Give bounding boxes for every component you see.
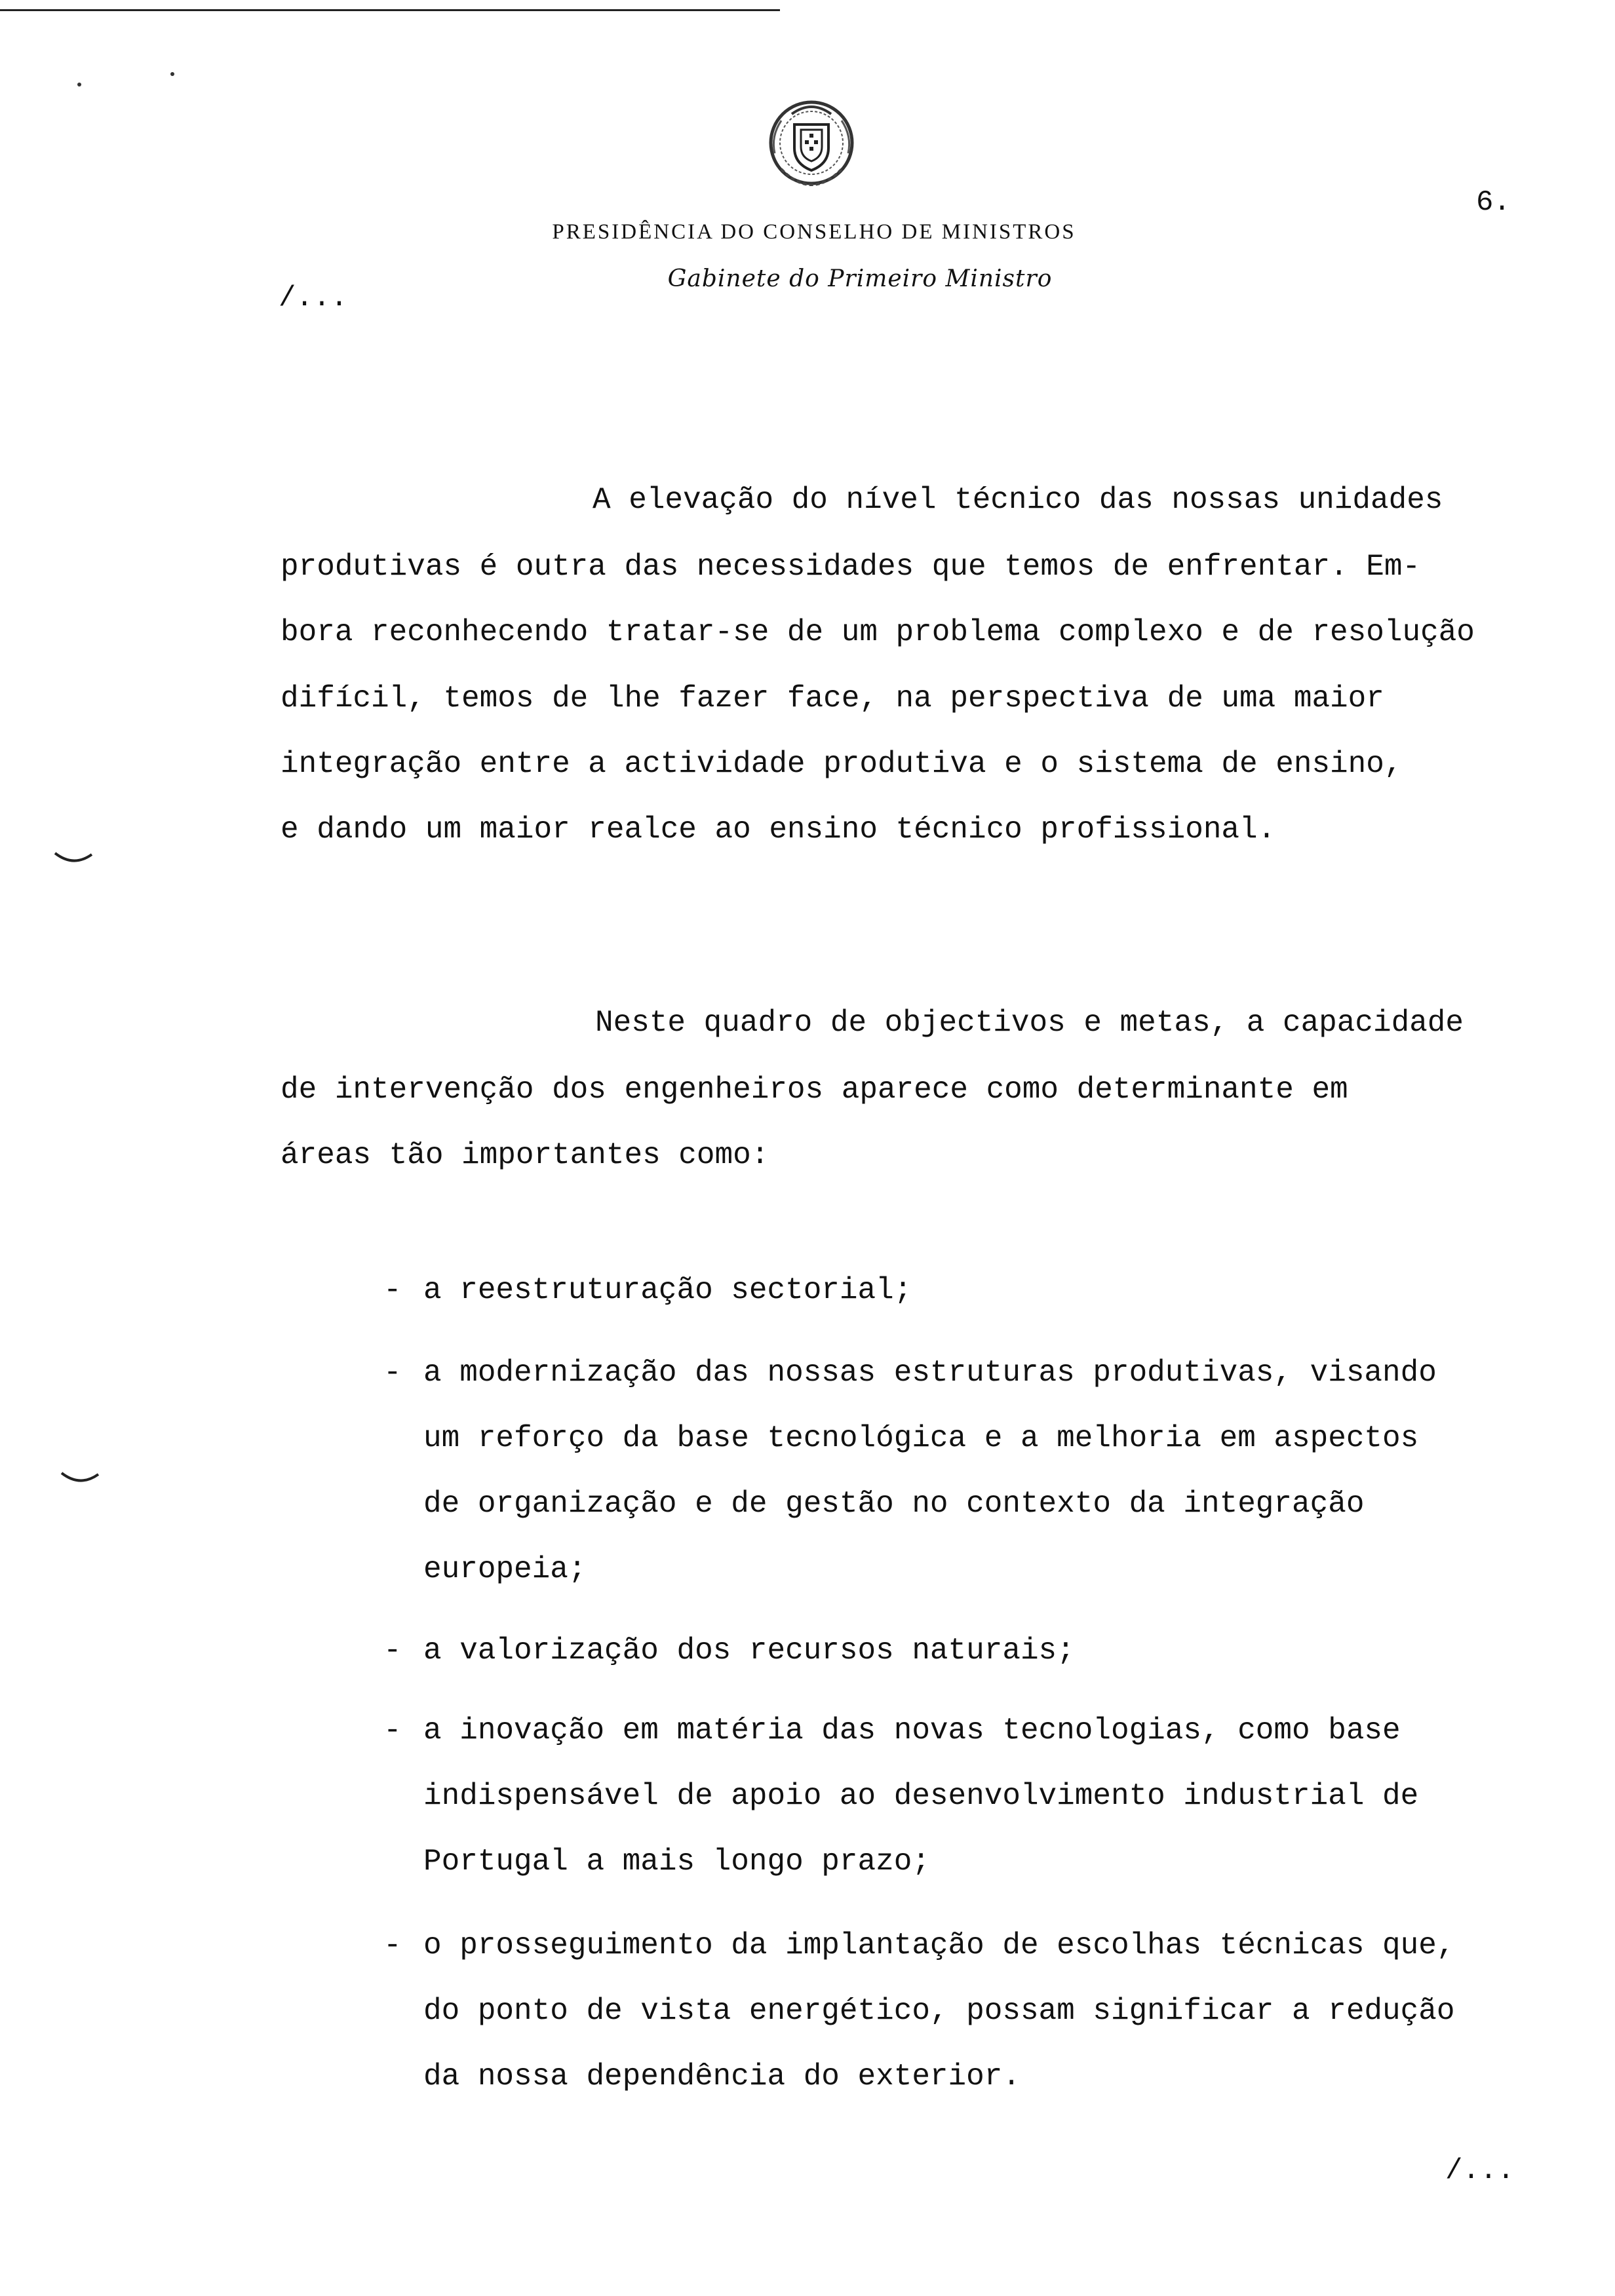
list-item-line: europeia;: [423, 1552, 587, 1586]
list-item-bullet: -: [383, 1713, 402, 1748]
page-number: 6.: [1476, 186, 1511, 219]
list-item-line: um reforço da base tecnológica e a melhoria em aspectos: [423, 1421, 1419, 1455]
list-item-bullet: -: [383, 1273, 402, 1307]
list-item-bullet: -: [383, 1356, 402, 1390]
paragraph-1-line: integração entre a actividade produtiva e o sistema de ensino,: [281, 747, 1403, 781]
list-item-line: a valorização dos recursos naturais;: [423, 1634, 1075, 1668]
list-item-line: de organização e de gestão no contexto da integração: [423, 1487, 1365, 1521]
coat-of-arms-emblem-icon: [755, 90, 868, 203]
paragraph-1-line: bora reconhecendo tratar-se de um problema complexo e de resolução: [281, 615, 1475, 649]
binding-hole-mark: [54, 851, 93, 865]
list-item-line: do ponto de vista energético, possam significar a redução: [423, 1994, 1455, 2028]
binding-hole-mark: [60, 1470, 100, 1485]
paragraph-1-line: difícil, temos de lhe fazer face, na perspectiva de uma maior: [281, 681, 1384, 716]
continuation-mark-top: /...: [279, 282, 348, 315]
paragraph-2-line: Neste quadro de objectivos e metas, a capacidade: [595, 1006, 1464, 1040]
top-edge-rule: [0, 9, 780, 11]
list-item-line: indispensável de apoio ao desenvolvimento industrial de: [423, 1779, 1419, 1813]
list-item-bullet: -: [383, 1928, 402, 1962]
list-item-line: a inovação em matéria das novas tecnologias, como base: [423, 1713, 1401, 1748]
paragraph-2-line: áreas tão importantes como:: [281, 1138, 769, 1172]
paragraph-1-line: A elevação do nível técnico das nossas unidades: [593, 483, 1443, 517]
list-item-line: da nossa dependência do exterior.: [423, 2059, 1021, 2094]
scan-speck: [77, 83, 81, 86]
list-item-line: a reestruturação sectorial;: [423, 1273, 912, 1307]
list-item-line: Portugal a mais longo prazo;: [423, 1845, 930, 1879]
paragraph-1-line: e dando um maior realce ao ensino técnico profissional.: [281, 813, 1276, 847]
office-title: PRESIDÊNCIA DO CONSELHO DE MINISTROS: [552, 220, 1076, 244]
office-subtitle: Gabinete do Primeiro Ministro: [667, 265, 1053, 292]
paragraph-1-line: produtivas é outra das necessidades que temos de enfrentar. Em-: [281, 550, 1421, 584]
scan-speck: [170, 72, 174, 76]
list-item-line: o prosseguimento da implantação de escolhas técnicas que,: [423, 1928, 1455, 1962]
continuation-mark-bottom: /...: [1445, 2154, 1515, 2187]
list-item-line: a modernização das nossas estruturas produtivas, visando: [423, 1356, 1437, 1390]
list-item-bullet: -: [383, 1634, 402, 1668]
paragraph-2-line: de intervenção dos engenheiros aparece como determinante em: [281, 1073, 1348, 1107]
